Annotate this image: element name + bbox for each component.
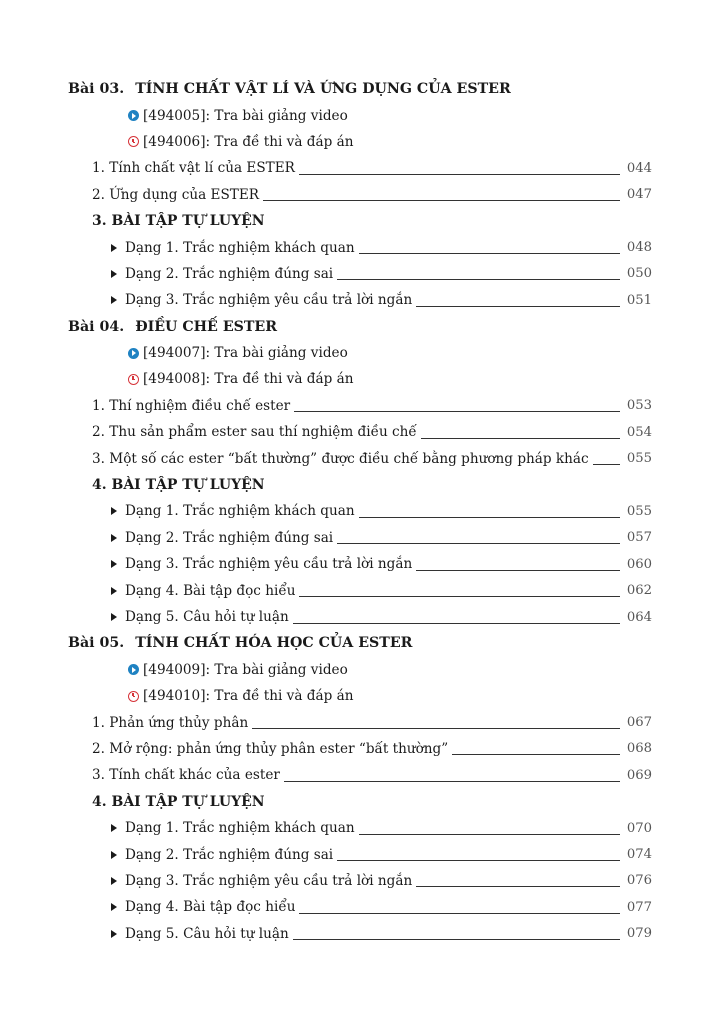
leader-line <box>294 411 620 412</box>
leader-line <box>359 834 620 835</box>
sub-entry-page-number: 079 <box>626 926 652 942</box>
entry-label: 3. Một số các ester “bất thường” được điều chế bằng phương pháp khác <box>92 450 589 467</box>
leader-line <box>337 279 620 280</box>
toc-sub-entry[interactable] <box>0 868 724 894</box>
video-lecture-link[interactable] <box>0 657 724 683</box>
sub-entry-label: Dạng 3. Trắc nghiệm yêu cầu trả lời ngắn <box>125 292 413 309</box>
lesson-title: ĐIỀU CHẾ ESTER <box>135 318 278 335</box>
exercise-section-heading[interactable] <box>0 472 724 498</box>
arrow-bullet-icon <box>111 507 117 515</box>
sub-entry-label: Dạng 3. Trắc nghiệm yêu cầu trả lời ngắn <box>125 556 413 573</box>
clock-icon <box>128 374 139 385</box>
toc-sub-entry[interactable] <box>0 525 724 551</box>
entry-label: 2. Mở rộng: phản ứng thủy phân ester “bất thường” <box>92 740 449 757</box>
leader-line <box>337 543 620 544</box>
entry-page-number: 067 <box>626 715 652 731</box>
clock-icon <box>128 136 139 147</box>
sub-entry-label: Dạng 3. Trắc nghiệm yêu cầu trả lời ngắn <box>125 872 413 889</box>
clock-icon <box>128 691 139 702</box>
play-icon <box>128 348 139 359</box>
link-text: [494007]: Tra bài giảng video <box>143 345 348 362</box>
leader-line <box>284 781 620 782</box>
entry-label: 2. Ứng dụng của ESTER <box>92 186 260 203</box>
play-icon <box>128 110 139 121</box>
leader-line <box>299 174 620 175</box>
entry-label: 1. Phản ứng thủy phân <box>92 714 249 731</box>
toc-entry[interactable] <box>0 709 724 735</box>
entry-page-number: 069 <box>626 767 652 783</box>
link-text: [494005]: Tra bài giảng video <box>143 107 348 124</box>
exercise-section-heading[interactable] <box>0 208 724 234</box>
arrow-bullet-icon <box>111 560 117 568</box>
toc-sub-entry[interactable] <box>0 815 724 841</box>
leader-line <box>359 253 620 254</box>
toc-entry[interactable] <box>0 155 724 181</box>
sub-entry-page-number: 074 <box>626 847 652 863</box>
leader-line <box>293 939 620 940</box>
leader-line <box>359 517 620 518</box>
entry-label: 3. Tính chất khác của ester <box>92 767 280 784</box>
arrow-bullet-icon <box>111 244 117 252</box>
toc-entry[interactable] <box>0 182 724 208</box>
sub-entry-page-number: 057 <box>626 530 652 546</box>
link-text: [494006]: Tra đề thi và đáp án <box>143 133 354 150</box>
leader-line <box>263 200 620 201</box>
arrow-bullet-icon <box>111 534 117 542</box>
lesson-number: Bài 03. <box>68 81 125 98</box>
toc-sub-entry[interactable] <box>0 894 724 920</box>
toc-entry[interactable] <box>0 762 724 788</box>
sub-entry-page-number: 050 <box>626 266 652 282</box>
exam-answer-link[interactable] <box>0 366 724 392</box>
sub-entry-page-number: 051 <box>626 292 652 308</box>
entry-page-number: 054 <box>626 424 652 440</box>
toc-entry[interactable] <box>0 419 724 445</box>
section-label: 4. BÀI TẬP TỰ LUYỆN <box>92 793 265 810</box>
video-lecture-link[interactable] <box>0 340 724 366</box>
arrow-bullet-icon <box>111 613 117 621</box>
toc-sub-entry[interactable] <box>0 234 724 260</box>
leader-line <box>416 570 620 571</box>
leader-line <box>421 438 620 439</box>
exercise-section-heading[interactable] <box>0 789 724 815</box>
sub-entry-label: Dạng 4. Bài tập đọc hiểu <box>125 899 296 916</box>
sub-entry-label: Dạng 5. Câu hỏi tự luận <box>125 925 289 942</box>
entry-label: 1. Tính chất vật lí của ESTER <box>92 160 295 177</box>
video-lecture-link[interactable] <box>0 102 724 128</box>
lesson-number: Bài 05. <box>68 635 125 652</box>
sub-entry-page-number: 055 <box>626 503 652 519</box>
entry-page-number: 053 <box>626 398 652 414</box>
sub-entry-label: Dạng 1. Trắc nghiệm khách quan <box>125 239 355 256</box>
leader-line <box>416 886 620 887</box>
sub-entry-page-number: 077 <box>626 899 652 915</box>
leader-line <box>299 913 620 914</box>
sub-entry-label: Dạng 2. Trắc nghiệm đúng sai <box>125 529 334 546</box>
sub-entry-page-number: 060 <box>626 556 652 572</box>
arrow-bullet-icon <box>111 270 117 278</box>
toc-entry[interactable] <box>0 736 724 762</box>
toc-sub-entry[interactable] <box>0 287 724 313</box>
section-label: 3. BÀI TẬP TỰ LUYỆN <box>92 213 265 230</box>
sub-entry-label: Dạng 1. Trắc nghiệm khách quan <box>125 503 355 520</box>
leader-line <box>299 596 620 597</box>
leader-line <box>252 728 620 729</box>
exam-answer-link[interactable] <box>0 129 724 155</box>
table-of-contents <box>0 76 724 947</box>
sub-entry-label: Dạng 4. Bài tập đọc hiểu <box>125 582 296 599</box>
arrow-bullet-icon <box>111 851 117 859</box>
toc-entry[interactable] <box>0 445 724 471</box>
leader-line <box>593 464 620 465</box>
leader-line <box>337 860 620 861</box>
entry-label: 1. Thí nghiệm điều chế ester <box>92 397 291 414</box>
lesson-title: TÍNH CHẤT VẬT LÍ VÀ ỨNG DỤNG CỦA ESTER <box>135 81 511 98</box>
arrow-bullet-icon <box>111 930 117 938</box>
toc-sub-entry[interactable] <box>0 261 724 287</box>
sub-entry-label: Dạng 5. Câu hỏi tự luận <box>125 609 289 625</box>
toc-sub-entry[interactable] <box>0 498 724 524</box>
link-text: [494009]: Tra bài giảng video <box>143 661 348 678</box>
sub-entry-label: Dạng 2. Trắc nghiệm đúng sai <box>125 846 334 863</box>
sub-entry-label: Dạng 2. Trắc nghiệm đúng sai <box>125 265 334 282</box>
arrow-bullet-icon <box>111 877 117 885</box>
lesson-heading[interactable] <box>0 314 724 340</box>
arrow-bullet-icon <box>111 903 117 911</box>
section-label: 4. BÀI TẬP TỰ LUYỆN <box>92 477 265 494</box>
lesson-heading[interactable] <box>0 630 724 656</box>
entry-page-number: 055 <box>626 451 652 467</box>
arrow-bullet-icon <box>111 587 117 595</box>
sub-entry-page-number: 064 <box>626 609 652 625</box>
sub-entry-page-number: 048 <box>626 240 652 256</box>
sub-entry-page-number: 070 <box>626 820 652 836</box>
toc-entry[interactable] <box>0 393 724 419</box>
entry-page-number: 044 <box>626 160 652 176</box>
arrow-bullet-icon <box>111 296 117 304</box>
toc-sub-entry[interactable] <box>0 577 724 603</box>
leader-line <box>416 306 620 307</box>
exam-answer-link[interactable] <box>0 683 724 709</box>
link-text: [494008]: Tra đề thi và đáp án <box>143 371 354 388</box>
lesson-heading[interactable] <box>0 76 724 102</box>
sub-entry-page-number: 076 <box>626 873 652 889</box>
entry-page-number: 068 <box>626 741 652 757</box>
leader-line <box>452 754 620 755</box>
toc-sub-entry[interactable] <box>0 841 724 867</box>
leader-line <box>293 623 620 624</box>
entry-page-number: 047 <box>626 187 652 203</box>
toc-sub-entry[interactable] <box>0 921 724 947</box>
play-icon <box>128 664 139 675</box>
entry-label: 2. Thu sản phẩm ester sau thí nghiệm điều chế <box>92 424 417 441</box>
sub-entry-label: Dạng 1. Trắc nghiệm khách quan <box>125 820 355 837</box>
arrow-bullet-icon <box>111 824 117 832</box>
toc-sub-entry[interactable] <box>0 551 724 577</box>
toc-sub-entry[interactable] <box>0 604 724 630</box>
sub-entry-page-number: 062 <box>626 583 652 599</box>
lesson-title: TÍNH CHẤT HÓA HỌC CỦA ESTER <box>135 635 413 652</box>
link-text: [494010]: Tra đề thi và đáp án <box>143 688 354 705</box>
lesson-number: Bài 04. <box>68 318 125 335</box>
